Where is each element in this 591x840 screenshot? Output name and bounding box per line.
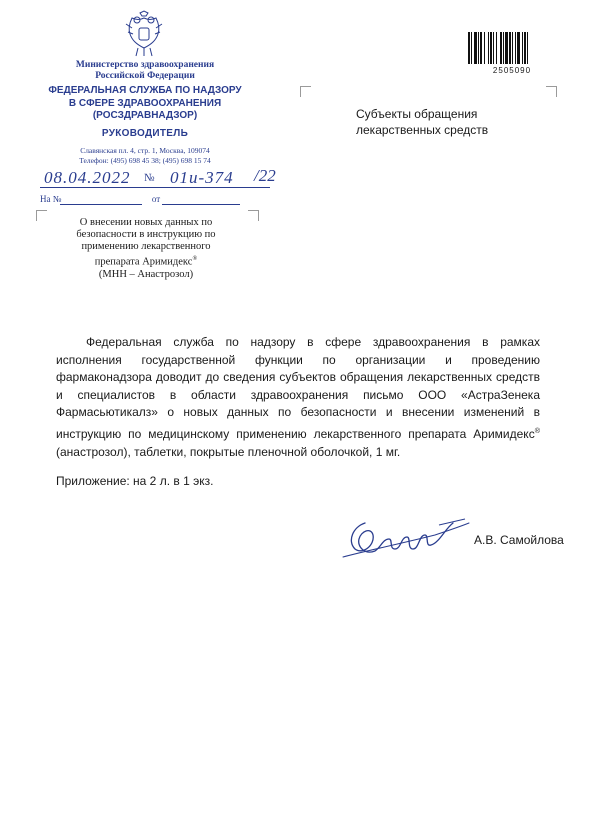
ministry-line: Министерство здравоохранения	[75, 60, 215, 70]
signer-name: А.В. Самойлова	[474, 533, 564, 547]
head-title: РУКОВОДИТЕЛЬ	[101, 128, 189, 139]
coat-of-arms-icon	[122, 10, 166, 60]
signature-icon	[335, 505, 475, 565]
subject-line: О внесении новых данных по	[79, 217, 213, 228]
corner-bracket	[300, 86, 311, 97]
service-line: ФЕДЕРАЛЬНАЯ СЛУЖБА ПО НАДЗОРУ	[48, 85, 242, 96]
registered-mark: ®	[534, 425, 540, 435]
number-sign: №	[144, 172, 155, 184]
ministry-line: Российской Федерации	[95, 71, 195, 81]
reference-date-line	[162, 204, 240, 205]
recipient-line: лекарственных средств	[356, 123, 489, 137]
barcode	[468, 32, 556, 64]
ministry-name	[40, 60, 250, 82]
date-underline	[40, 187, 270, 188]
annex-note: Приложение: на 2 л. в 1 экз.	[56, 474, 214, 488]
letter-body	[56, 334, 540, 461]
service-name	[26, 85, 264, 123]
subject-line: безопасности в инструкцию по	[76, 229, 216, 240]
service-line: В СФЕРЕ ЗДРАВООХРАНЕНИЯ	[68, 97, 222, 109]
reference-number-line	[60, 204, 142, 205]
corner-bracket	[546, 86, 557, 97]
reference-row	[40, 194, 160, 204]
subject-drug-name: препарата Аримидекс	[94, 256, 193, 268]
body-text-part: (анастрозол), таблетки, покрытые пленочной оболочкой, 1 мг.	[56, 444, 401, 459]
recipient-block	[356, 106, 556, 138]
reference-from-label: от	[151, 194, 161, 204]
registered-mark: ®	[192, 255, 198, 262]
letter-subject	[42, 217, 250, 281]
reference-label: На №	[40, 194, 62, 204]
document-number: 01и-374	[170, 168, 234, 187]
address-block	[30, 146, 260, 166]
subject-line: применению лекарственного	[81, 241, 211, 252]
subject-line	[42, 253, 250, 269]
subject-line: (МНН – Анастрозол)	[98, 268, 194, 280]
address-line: Славянская пл. 4, стр. 1, Москва, 109074	[80, 146, 210, 155]
phone-line: Телефон: (495) 698 45 38; (495) 698 15 74	[79, 156, 211, 165]
document-number-suffix: /22	[254, 166, 276, 185]
barcode-number: 2505090	[492, 66, 532, 75]
document-date: 08.04.2022	[44, 168, 131, 187]
recipient-line: Субъекты обращения	[356, 107, 478, 121]
body-text-part: Федеральная служба по надзору в сфере здравоохранения в рамках исполнения государственной функции по организации и проведению фармаконадзора доводит до сведения субъектов обращения лекарственных средств и специалистов в области здравоохранения письмо ООО «АстраЗенека Фармасьютикалз» о новых данных по безопасности и внесении изменений в инструкцию по медицинскому применению лекарственного препарата Аримидекс	[56, 335, 540, 441]
service-line: (РОСЗДРАВНАДЗОР)	[92, 110, 198, 121]
